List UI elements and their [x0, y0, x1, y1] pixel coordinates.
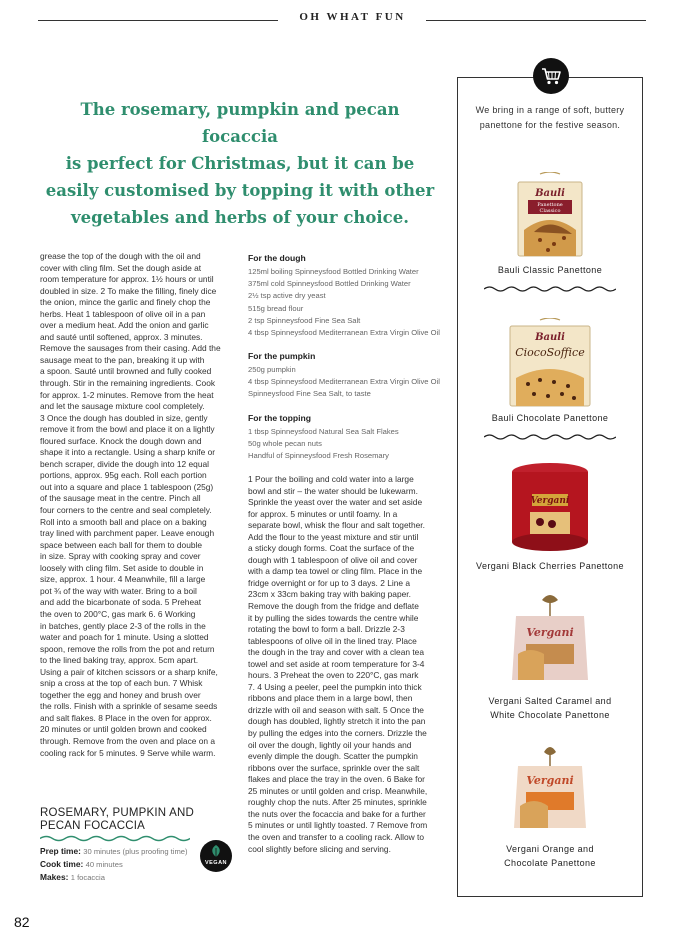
ingredients-heading: For the topping: [248, 413, 312, 423]
ingredient-item: 2 tsp Spinneysfood Fine Sea Salt: [248, 315, 361, 325]
method-line: flakes and place the tray in the oven. 6 Bake for: [248, 774, 425, 785]
header-rule-right: [426, 20, 646, 21]
method-line: a sticky dough forms. Coat the surface of the: [248, 543, 415, 554]
method-line: Sprinkle the yeast over the water and set aside: [248, 497, 423, 508]
sidebar-divider-wave: [484, 284, 616, 294]
shopping-cart-icon: [533, 58, 569, 94]
method-line: 1 Pour the boiling and cold water into a large: [248, 474, 414, 484]
makes-label: Makes:: [40, 872, 69, 883]
product-name-line: Chocolate Panettone: [504, 857, 596, 868]
vegan-badge: [200, 840, 232, 872]
method-line: four corners to the centre and seal completely.: [40, 505, 212, 516]
product-label: Panettone: [537, 202, 563, 208]
method-line: to the lined baking tray, approx. 5cm apart.: [40, 655, 199, 666]
method-line: dough with 1 tablespoon of olive oil and cover: [248, 554, 418, 565]
method-line: separate bowl, whisk the flour and salt together.: [248, 520, 425, 531]
product-name-line: Vergani Black Cherries Panettone: [476, 561, 624, 571]
method-line: bowl and stir – the water should be lukewarm.: [248, 485, 418, 496]
method-line: remove it from the bowl and place it on a lightly: [40, 424, 215, 435]
method-line: size, approx. 1 hour. 4 Meanwhile, fill a large: [40, 574, 206, 585]
method-line: 7. 4 Using a peeler, peel the pumpkin into thick: [248, 681, 422, 692]
method-column-1: [40, 251, 236, 759]
method-line: pot ¾ of the way with water. Bring to a boil: [40, 585, 197, 596]
ingredients-dough: [248, 253, 448, 339]
product-name-line: Bauli Chocolate Panettone: [491, 413, 609, 423]
method-line: through. Remove from the oven and place on a: [40, 735, 216, 746]
method-line: the dough in the tray and cover with a clean tea: [248, 647, 424, 658]
method-line: for approx. 1-2 minutes. Remove from the heat: [40, 389, 214, 400]
vergani-salted-caramel-panettone-image: [498, 592, 602, 688]
method-line: together the egg and honey and brush over: [40, 689, 201, 700]
sidebar-intro: [462, 103, 638, 133]
method-line: loosely with cling film. Set aside to double in: [40, 562, 204, 573]
section-title: OH WHAT FUN: [299, 11, 406, 23]
ingredient-item: 4 tbsp Spinneysfood Mediterranean Extra Virgin Olive Oil: [248, 377, 440, 387]
method-line: over a medium heat. Add the onion and garlic: [40, 320, 209, 331]
method-line: ribbons over the surface, sprinkle over the salt: [248, 762, 420, 773]
ingredients-heading: For the dough: [248, 253, 306, 263]
ingredient-item: Handful of Spinneysfood Fresh Rosemary: [248, 451, 389, 461]
method-line: grease the top of the dough with the oil and: [40, 251, 201, 261]
product-brand-logo: Vergani: [526, 774, 574, 787]
method-line: and sauté until softened, approx. 3 minutes.: [40, 331, 203, 342]
prep-label: Prep time:: [40, 846, 81, 856]
ingredient-item: 4 tbsp Spinneysfood Mediterranean Extra Virgin Olive Oil: [248, 328, 440, 338]
method-line: roughly chop the nuts. After 25 minutes, sprinkle: [248, 797, 427, 808]
method-line: evenly dimple the dough. Scatter the pumpkin: [248, 751, 418, 762]
intro-line: The rosemary, pumpkin and pecan focaccia: [80, 100, 400, 146]
method-line: space between each ball for them to double: [40, 539, 203, 550]
method-line: Roll into a smooth ball and place on a baking: [40, 516, 207, 527]
method-line: of the sausage meat in the centre. Pinch all: [40, 493, 201, 504]
bauli-classic-panettone-image: [510, 172, 590, 258]
cook-value: 40 minutes: [85, 860, 123, 870]
method-line: in batches, gently place 2-3 of the rolls in the: [40, 620, 206, 631]
header-rule-left: [38, 20, 278, 21]
method-line: 3 Once the dough has doubled in size, gently: [40, 412, 208, 423]
method-line: Remove the dough from the fridge and deflate: [248, 601, 419, 612]
method-line: rotating the bowl to form a ball. Drizzle 2-3: [248, 624, 405, 635]
method-line: ribbons and place them in a large bowl, then: [248, 693, 413, 704]
method-line: cooling rack for 5 minutes. 9 Serve while warm.: [40, 747, 216, 758]
ingredients-pumpkin: [248, 351, 448, 401]
makes-value: 1 focaccia: [70, 873, 105, 883]
sidebar-intro-line: We bring in a range of soft, buttery: [475, 105, 625, 115]
method-line: 25 minutes or until golden and crisp. Meanwhile,: [248, 785, 428, 796]
intro-line: is perfect for Christmas, but it can be: [65, 154, 415, 173]
method-line: through. Stir in the remaining ingredients. Cook: [40, 378, 216, 389]
method-line: in size. Spray with cooking spray and cover: [40, 551, 201, 562]
method-line: for approx. 5 minutes or until foamy. In a: [248, 508, 398, 519]
method-line: the nuts over the focaccia and bake for a further: [248, 808, 426, 819]
product-name: [462, 560, 638, 574]
product-name: [462, 264, 638, 278]
recipe-title-wave: [40, 834, 190, 843]
method-line: sausage meat to the pan, breaking it up with: [40, 354, 205, 365]
product-name-line: Vergani Orange and: [506, 844, 594, 854]
intro-standfirst: [40, 96, 440, 231]
product-name-line: Bauli Classic Panettone: [497, 265, 603, 275]
method-line: by pulling the edges into the corners. Drizzle the: [248, 728, 427, 739]
method-line: cool slightly before slicing and serving.: [248, 843, 391, 854]
product-label: CiocoSoffice: [515, 346, 585, 359]
method-line: out into a square and place 1 tablespoon (25g): [40, 481, 214, 492]
ingredient-item: 250g pumpkin: [248, 365, 296, 374]
method-line: Add the flour to the yeast mixture and stir until: [248, 531, 419, 542]
method-line: Remove the sausages from their casing. Add the: [40, 343, 221, 354]
method-line: fridge overnight or for up to 3 days. 2 Line a: [248, 577, 411, 588]
product-name: [462, 412, 638, 426]
method-line: floured surface. Knock the dough down and: [40, 435, 202, 446]
sidebar-divider-wave: [484, 432, 616, 442]
recipe-title-line: ROSEMARY, PUMPKIN AND: [40, 807, 194, 819]
ingredient-item: 375ml cold Spinneysfood Bottled Drinking Water: [248, 279, 411, 289]
method-line: spoon, remove the rolls from the pot and return: [40, 643, 215, 654]
method-line: portions, approx. 95g each. Roll each portion: [40, 470, 207, 481]
page-number: 82: [14, 914, 30, 930]
recipe-title: [40, 807, 210, 833]
vergani-orange-panettone-image: [500, 744, 600, 832]
product-name: [462, 843, 638, 870]
method-line: the oven and transfer to a cooling rack. Allow to: [248, 831, 424, 842]
method-line: a spoon. Sauté until browned and fully cooked: [40, 366, 212, 377]
method-column-2: [248, 474, 444, 855]
intro-line: vegetables and herbs of your choice.: [71, 208, 409, 227]
method-line: doubled in size. 2 To make the filling, finely dice: [40, 285, 217, 296]
method-line: the onion, mince the garlic and finely chop the: [40, 297, 211, 308]
vegan-label: VEGAN: [204, 860, 228, 866]
method-line: 20 minutes or until golden brown and cooked: [40, 724, 207, 735]
method-line: herbs. Heat 1 tablespoon of olive oil in a pan: [40, 308, 206, 319]
method-line: Using a pair of kitchen scissors or a sharp knife,: [40, 666, 218, 677]
method-line: tray lined with parchment paper. Leave enough: [40, 528, 215, 539]
method-line: and add the bicarbonate of soda. 5 Preheat: [40, 597, 202, 608]
method-line: and salt flakes. 8 Place in the oven for approx.: [40, 712, 212, 723]
method-line: dough has doubled, lightly stretch it into the pan: [248, 716, 426, 727]
ingredient-item: 50g whole pecan nuts: [248, 439, 322, 449]
product-name-line: White Chocolate Panettone: [490, 709, 610, 720]
shopping-cart-badge: [533, 58, 569, 94]
leaf-icon: [209, 844, 223, 858]
method-line: shape it into a rectangle. Using a sharp knife or: [40, 447, 216, 458]
ingredient-item: 125ml boiling Spinneysfood Bottled Drinking Water: [248, 267, 419, 276]
method-line: oil over the dough, lightly oil your hands and: [248, 739, 412, 750]
method-line: water and poach for 1 minute. Using a slotted: [40, 632, 209, 643]
method-line: the oven to 200°C, gas mark 6. 6 Working: [40, 608, 196, 619]
method-line: towel and set aside at room temperature for 3-4: [248, 658, 425, 669]
ingredients-topping: [248, 413, 448, 463]
product-name: [462, 695, 638, 722]
method-line: 23cm x 33cm baking tray with baking paper.: [248, 589, 411, 600]
product-label: Classico: [539, 208, 561, 214]
method-line: hours. 3 Preheat the oven to 220°C, gas mark: [248, 670, 419, 681]
product-name-line: Vergani Salted Caramel and: [488, 696, 612, 706]
method-line: and let the sausage mixture cool completely.: [40, 401, 205, 412]
product-brand-logo: Vergani: [530, 496, 570, 506]
vergani-black-cherries-panettone-image: [500, 458, 600, 554]
method-line: bench scraper, divide the dough into 12 equal: [40, 458, 210, 469]
bauli-chocolate-panettone-image: [504, 318, 596, 408]
ingredient-item: 515g bread flour: [248, 303, 304, 313]
method-line: with a damp tea towel or cling film. Place in the: [248, 566, 423, 577]
ingredients-heading: For the pumpkin: [248, 351, 316, 361]
method-line: cover with cling film. Set the dough aside at: [40, 262, 202, 273]
prep-value: 30 minutes (plus proofing time): [83, 847, 188, 856]
method-line: drizzle with oil and season with salt. 5 Once the: [248, 704, 424, 715]
product-brand-logo: Bauli: [535, 188, 565, 199]
intro-line: easily customised by topping it with other: [45, 181, 435, 200]
method-line: 5 minutes or until lightly toasted. 7 Remove from: [248, 820, 428, 831]
product-brand-logo: Vergani: [526, 626, 574, 639]
method-line: snip a cross at the top of each bun. 7 Whisk: [40, 678, 203, 689]
method-line: it by pulling the sides towards the centre while: [248, 612, 419, 623]
product-brand-logo: Bauli: [535, 332, 565, 343]
method-line: tablespoons of olive oil in the lined tray. Place: [248, 635, 417, 646]
recipe-title-line: PECAN FOCACCIA: [40, 820, 146, 832]
recipe-meta: [40, 845, 188, 885]
ingredient-item: 2½ tsp active dry yeast: [248, 291, 326, 301]
method-line: the rolls. Finish with a sprinkle of sesame seeds: [40, 701, 218, 712]
ingredient-item: Spinneysfood Fine Sea Salt, to taste: [248, 389, 371, 399]
cook-label: Cook time:: [40, 859, 84, 870]
ingredient-item: 1 tbsp Spinneysfood Natural Sea Salt Flakes: [248, 427, 399, 436]
method-line: room temperature for approx. 1½ hours or until: [40, 274, 214, 285]
sidebar-intro-line: panettone for the festive season.: [479, 120, 621, 130]
